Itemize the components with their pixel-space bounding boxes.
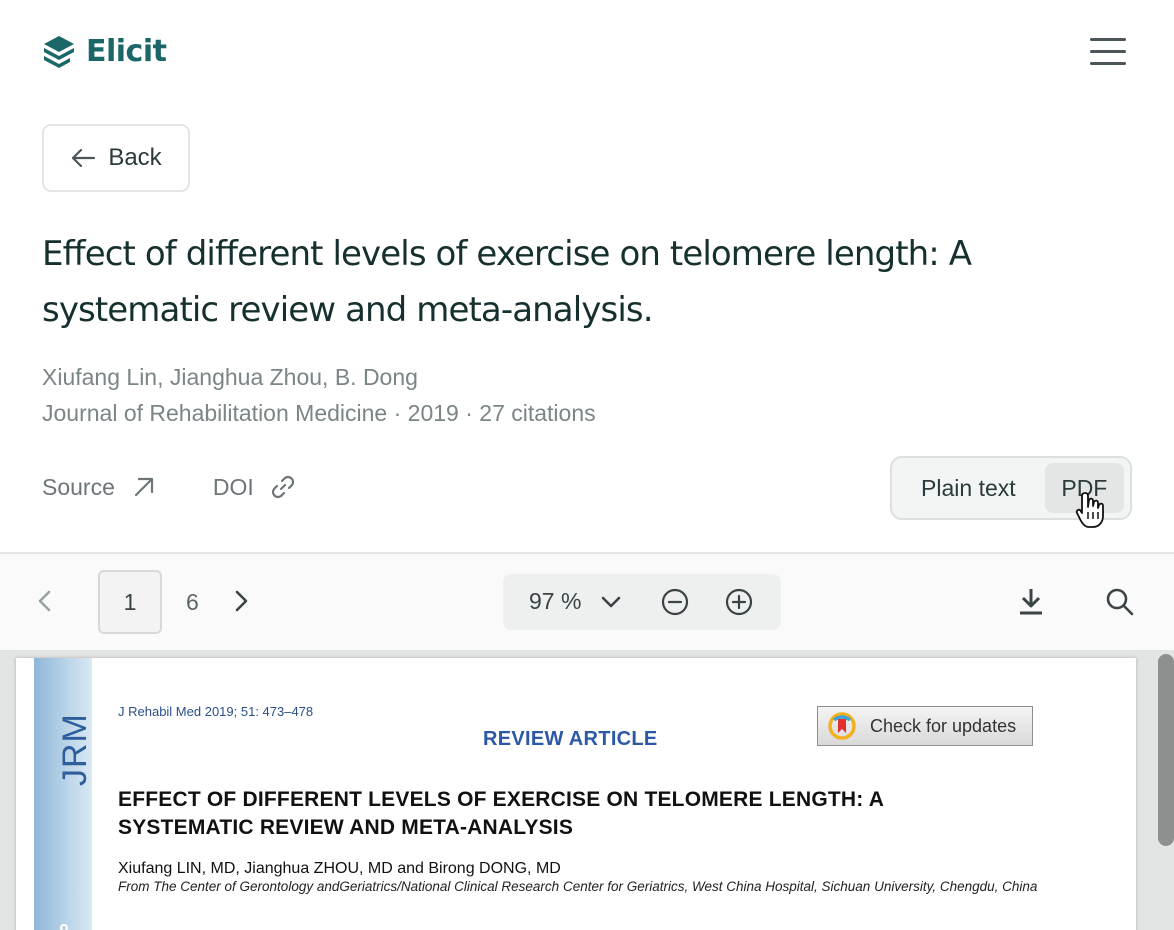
chevron-down-icon[interactable] (599, 592, 623, 612)
meta-separator: · (465, 400, 473, 426)
source-link-label: Source (42, 473, 115, 500)
paper-title: Effect of different levels of exercise on telomere length: A systematic review and meta-analysis. (42, 234, 972, 330)
pdf-paper-title (118, 786, 1018, 842)
back-button-label: Back (108, 144, 162, 171)
search-icon[interactable] (1104, 586, 1136, 618)
citation-count: 27 citations (479, 400, 596, 426)
zoom-level[interactable]: 97 % (529, 588, 582, 614)
pdf-article-type: REVIEW ARTICLE (483, 728, 658, 750)
check-for-updates-icon (828, 712, 856, 740)
paper-meta (42, 400, 596, 427)
source-link[interactable] (42, 472, 159, 502)
chevron-right-icon[interactable] (230, 588, 252, 614)
pdf-page (16, 658, 1136, 930)
brand-logo[interactable] (42, 34, 166, 69)
link-chain-icon (268, 472, 298, 502)
pdf-authors: Xiufang LIN, MD, Jianghua ZHOU, MD and Birong DONG, MD (118, 860, 561, 877)
top-bar (0, 0, 1174, 104)
back-button[interactable] (42, 124, 190, 192)
meta-separator: · (393, 400, 402, 426)
check-for-updates-label: Check for updates (870, 715, 1017, 736)
doi-link-label: DOI (212, 473, 254, 500)
journal-band-label: JRM (56, 713, 94, 786)
journal-name: Journal of Rehabilitation Medicine (42, 400, 388, 426)
chevron-left-icon[interactable] (34, 588, 56, 614)
hand-pointer-cursor-icon (1074, 490, 1110, 530)
paper-authors: Xiufang Lin, Jianghua Zhou, B. Dong (42, 364, 418, 390)
pdf-affiliation: From The Center of Gerontology andGeriatrics/National Clinical Research Center for Geriatrics, West China Hospital, Sichuan University, Chengdu, China (118, 879, 1038, 894)
pdf-viewer (0, 650, 1174, 930)
pdf-citation: J Rehabil Med 2019; 51: 473–478 (118, 704, 314, 719)
external-link-arrow-icon (129, 472, 159, 502)
hamburger-menu-icon[interactable] (1086, 34, 1128, 68)
plain-text-tab[interactable]: Plain text (921, 474, 1016, 501)
elicit-logo-icon (42, 35, 76, 69)
zoom-out-icon[interactable] (660, 587, 690, 617)
paper-links (42, 472, 298, 502)
check-for-updates-button[interactable] (817, 706, 1033, 746)
journal-band (34, 658, 92, 930)
zoom-in-icon[interactable] (724, 587, 754, 617)
pdf-scrollbar-thumb[interactable] (1158, 654, 1174, 846)
current-page-input[interactable]: 1 (98, 570, 162, 634)
publication-year: 2019 (407, 400, 459, 426)
arrow-left-icon (70, 147, 96, 169)
download-icon[interactable] (1016, 586, 1046, 618)
brand-name: Elicit (86, 34, 167, 69)
doi-link[interactable] (213, 472, 298, 502)
zoom-controls (503, 574, 781, 630)
pdf-title-line: EFFECT OF DIFFERENT LEVELS OF EXERCISE ON TELOMERE LENGTH: A (118, 788, 885, 811)
pdf-tab[interactable]: PDF (1045, 463, 1124, 513)
pdf-title-line: SYSTEMATIC REVIEW AND META-ANALYSIS (118, 816, 574, 839)
total-pages: 6 (186, 589, 199, 615)
journal-band-mark (60, 924, 68, 930)
